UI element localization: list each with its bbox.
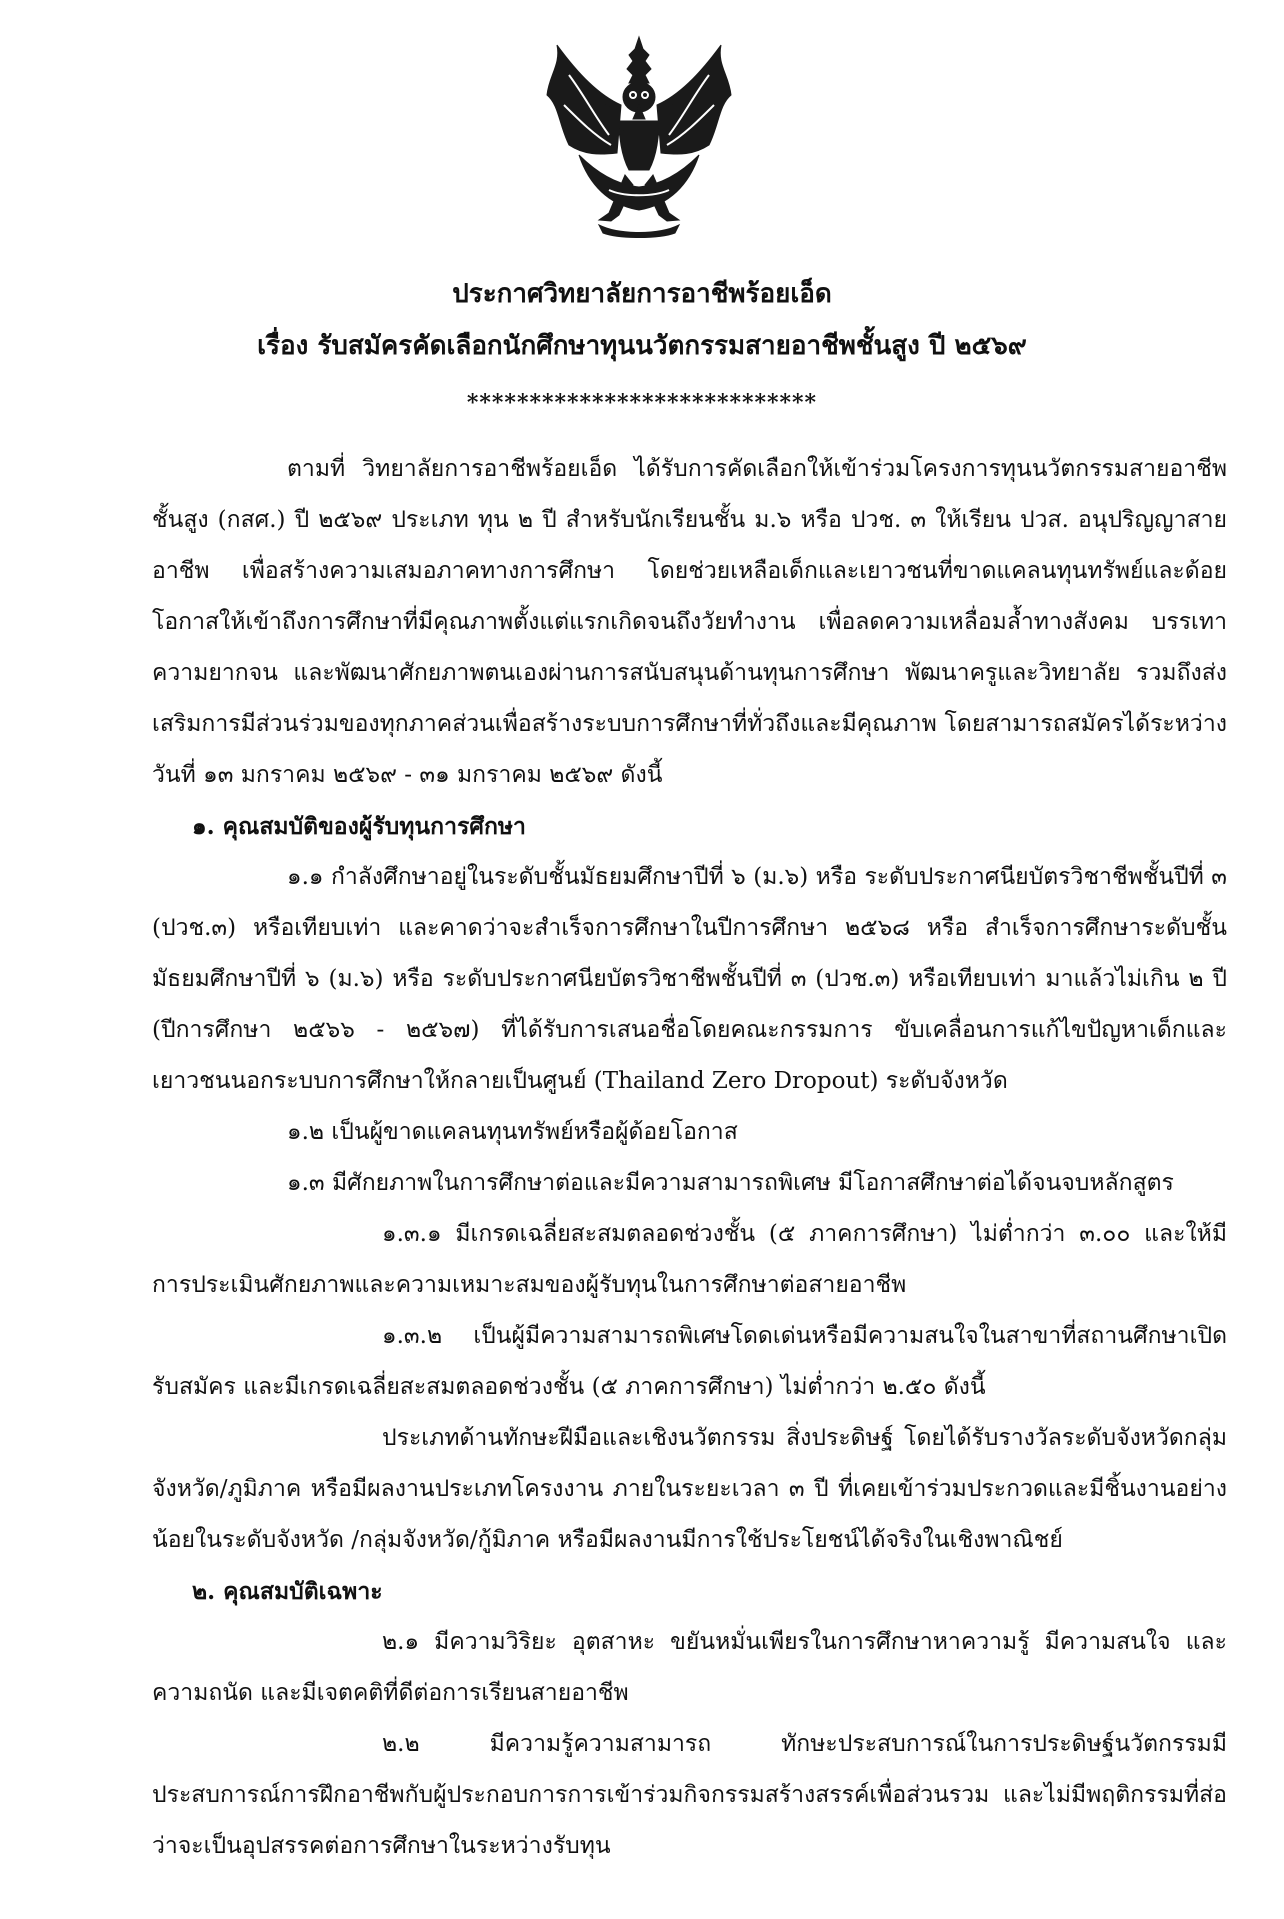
item-1-3-2-detail: ประเภทด้านทักษะฝีมือและเชิงนวัตกรรม สิ่งประดิษฐ์ โดยได้รับรางวัลระดับจังหวัดกลุ่มจังหวัด/ภูมิภาค หรือมีผลงานประเภทโครงงาน ภายในระยะเวลา ๓ ปี ที่เคยเข้าร่วมประกวดและมีชิ้นงานอย่างน้อยในระดับจังหวัด /กลุ่มจังหวัด/กู้มิภาค หรือมีผลงานมีการใช้ประโยชน์ได้จริงในเชิงพาณิชย์ [152, 1425, 1227, 1553]
section-2-heading: ๒. คุณสมบัติเฉพาะ [192, 1578, 383, 1605]
item-1-3-1: ๑.๓.๑ มีเกรดเฉลี่ยสะสมตลอดช่วงชั้น (๕ ภาคการศึกษา) ไม่ต่ำกว่า ๓.๐๐ และให้มีการประเมินศักยภาพและความเหมาะสมของผู้รับทุนในการศึกษาต่อสายอาชีพ [152, 1221, 1227, 1298]
separator-line: **************************** [466, 390, 818, 416]
item-1-1: ๑.๑ กำลังศึกษาอยู่ในระดับชั้นมัธยมศึกษาปีที่ ๖ (ม.๖) หรือ ระดับประกาศนียบัตรวิชาชีพชั้นปีที่ ๓ (ปวช.๓) หรือเทียบเท่า และคาดว่าจะสำเร็จการศึกษาในปีการศึกษา ๒๕๖๘ หรือ สำเร็จการศึกษาระดับชั้นมัธยมศึกษาปีที่ ๖ (ม.๖) หรือ ระดับประกาศนียบัตรวิชาชีพชั้นปีที่ ๓ (ปวช.๓) หรือเทียบเท่า มาแล้วไม่เกิน ๒ ปี (ปีการศึกษา ๒๕๖๖ - ๒๕๖๗) ที่ได้รับการเสนอชื่อโดยคณะกรรมการ ขับเคลื่อนการแก้ไขปัญหาเด็กและเยาวชนนอกระบบการศึกษาให้กลายเป็นศูนย์ (Thailand Zero Dropout) ระดับจังหวัด [152, 864, 1227, 1094]
item-1-3: ๑.๓ มีศักยภาพในการศึกษาต่อและมีความสามารถพิเศษ มีโอกาสศึกษาต่อได้จนจบหลักสูตร [287, 1170, 1174, 1196]
section-1-heading: ๑. คุณสมบัติของผู้รับทุนการศึกษา [192, 813, 526, 840]
item-2-2: ๒.๒ มีความรู้ความสามารถ ทักษะประสบการณ์ในการประดิษฐ์นวัตกรรมมีประสบการณ์การฝึกอาชีพกับผู้ประกอบการการเข้าร่วมกิจกรรมสร้างสรรค์เพื่อส่วนรวม และไม่มีพฤติกรรมที่ส่อว่าจะเป็นอุปสรรคต่อการศึกษาในระหว่างรับทุน [152, 1731, 1227, 1859]
item-1-2: ๑.๒ เป็นผู้ขาดแคลนทุนทรัพย์หรือผู้ด้อยโอกาส [287, 1119, 738, 1145]
item-2-1: ๒.๑ มีความวิริยะ อุตสาหะ ขยันหมั่นเพียรในการศึกษาหาความรู้ มีความสนใจ และความถนัด และมีเจตคติที่ดีต่อการเรียนสายอาชีพ [152, 1629, 1227, 1706]
announcement-title [0, 268, 1284, 372]
garuda-emblem-icon [539, 35, 739, 240]
title-line-1: ประกาศวิทยาลัยการอาชีพร้อยเอ็ด [452, 279, 832, 309]
announcement-body [152, 444, 1227, 1872]
intro-paragraph: ตามที่ วิทยาลัยการอาชีพร้อยเอ็ด ได้รับการคัดเลือกให้เข้าร่วมโครงการทุนนวัตกรรมสายอาชีพชั้นสูง (กสศ.) ปี ๒๕๖๙ ประเภท ทุน ๒ ปี สำหรับนักเรียนชั้น ม.๖ หรือ ปวช. ๓ ให้เรียน ปวส. อนุปริญญาสายอาชีพ เพื่อสร้างความเสมอภาคทางการศึกษา โดยช่วยเหลือเด็กและเยาวชนที่ขาดแคลนทุนทรัพย์และด้อยโอกาสให้เข้าถึงการศึกษาที่มีคุณภาพตั้งแต่แรกเกิดจนถึงวัยทำงาน เพื่อลดความเหลื่อมล้ำทางสังคม บรรเทาความยากจน และพัฒนาศักยภาพตนเองผ่านการสนับสนุนด้านทุนการศึกษา พัฒนาครูและวิทยาลัย รวมถึงส่งเสริมการมีส่วนร่วมของทุกภาคส่วนเพื่อสร้างระบบการศึกษาที่ทั่วถึงและมีคุณภาพ โดยสามารถสมัครได้ระหว่างวันที่ ๑๓ มกราคม ๒๕๖๙ - ๓๑ มกราคม ๒๕๖๙ ดังนี้ [152, 456, 1227, 788]
item-1-3-2: ๑.๓.๒ เป็นผู้มีความสามารถพิเศษโดดเด่นหรือมีความสนใจในสาขาที่สถานศึกษาเปิดรับสมัคร และมีเกรดเฉลี่ยสะสมตลอดช่วงชั้น (๕ ภาคการศึกษา) ไม่ต่ำกว่า ๒.๕๐ ดังนี้ [152, 1323, 1227, 1400]
title-line-2: เรื่อง รับสมัครคัดเลือกนักศึกษาทุนนวัตกรรมสายอาชีพชั้นสูง ปี ๒๕๖๙ [257, 331, 1027, 361]
